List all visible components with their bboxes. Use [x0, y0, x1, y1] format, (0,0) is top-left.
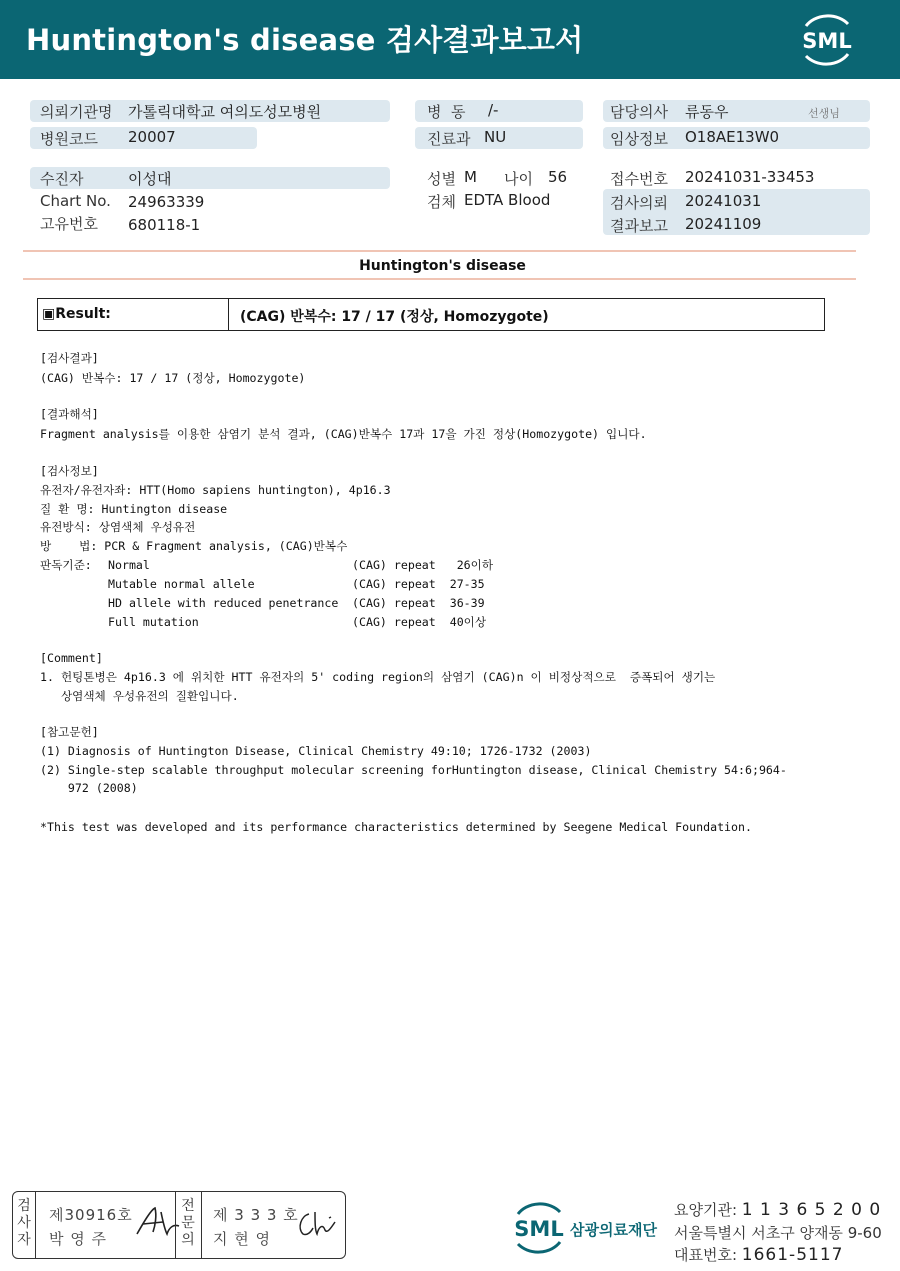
reference-2a: (2) Single-step scalable throughput molecular screening forHuntington disease, Clinical Chemistry 54:6;964-: [40, 763, 787, 777]
comment-line-1: 1. 헌팅톤병은 4p16.3 에 위치한 HTT 유전자의 5' coding region의 삼염기 (CAG)n 이 비정상적으로 증폭되어 생기는: [40, 670, 716, 684]
disclaimer: *This test was developed and its performance characteristics determined by Seegene Medical Foundation.: [40, 820, 752, 834]
footer-org-name: 삼광의료재단: [570, 1221, 657, 1239]
doctor-value: 류동우: [685, 103, 729, 121]
test-info-heading: [검사정보]: [40, 464, 99, 478]
hospital-code-value: 20007: [128, 128, 176, 146]
specimen-value: EDTA Blood: [464, 191, 551, 209]
report-date-label: 결과보고: [610, 217, 668, 235]
doctor-label: 담당의사: [610, 103, 668, 121]
dept-value: NU: [484, 128, 507, 146]
inheritance-line: 유전방식: 상염색체 우성유전: [40, 520, 196, 534]
footer-phone-label: 대표번호:: [674, 1246, 738, 1264]
disease-line: 질 환 명: Huntington disease: [40, 502, 228, 516]
footer-address: 서울특별시 서초구 양재동 9-60: [674, 1224, 882, 1242]
footer-sml-logo-icon: [510, 1200, 570, 1256]
reference-2b: 972 (2008): [40, 781, 138, 795]
request-value: 20241031: [685, 192, 762, 210]
criteria-name-reduced: HD allele with reduced penetrance: [108, 596, 339, 610]
footer-phone: [674, 1244, 843, 1265]
request-label: 검사의뢰: [610, 194, 668, 212]
gene-line: 유전자/유전자좌: HTT(Homo sapiens huntington), 4p16.3: [40, 483, 391, 497]
criteria-range-full: (CAG) repeat 40이상: [352, 615, 487, 629]
institution-label: 의뢰기관명: [40, 103, 113, 121]
sex-label: 성별: [427, 170, 456, 188]
chart-label: Chart No.: [40, 192, 111, 210]
criteria-label: 판독기준:: [40, 558, 92, 572]
criteria-range-mutable: (CAG) repeat 27-35: [352, 577, 485, 591]
specialist-name: 지 현 영: [213, 1230, 272, 1248]
patient-row: [30, 167, 390, 189]
signature-separator: [35, 1192, 36, 1258]
report-header: [0, 0, 900, 79]
specimen-label: 검체: [427, 193, 456, 211]
inspector-license: 제30916호: [49, 1206, 133, 1224]
section-title: Huntington's disease: [359, 258, 526, 274]
inspector-vertical-label: [15, 1198, 33, 1249]
footer-code-label: 요양기관:: [674, 1201, 738, 1219]
reference-1: (1) Diagnosis of Huntington Disease, Clinical Chemistry 49:10; 1726-1732 (2003): [40, 744, 592, 758]
inspector-label: 검사자: [17, 1198, 31, 1248]
id-value: 680118-1: [128, 216, 201, 234]
criteria-range-reduced: (CAG) repeat 36-39: [352, 596, 485, 610]
specialist-label: 전문의: [181, 1198, 195, 1248]
report-date-value: 20241109: [685, 215, 762, 233]
footer-code-value: 1 1 3 6 5 2 0 0: [741, 1200, 882, 1220]
specialist-license: 제 3 3 3 호: [213, 1206, 299, 1224]
clinical-label: 임상정보: [610, 130, 668, 148]
ward-value: /-: [488, 101, 499, 119]
criteria-name-mutable: Mutable normal allele: [108, 577, 255, 591]
signature-separator: [175, 1192, 176, 1258]
patient-label: 수진자: [40, 170, 84, 188]
sml-logo-icon: [796, 12, 858, 68]
criteria-name-full: Full mutation: [108, 615, 199, 629]
hospital-code-label: 병원코드: [40, 130, 98, 148]
sex-value: M: [464, 168, 477, 186]
dept-label: 진료과: [427, 130, 471, 148]
interpretation-heading: [결과해석]: [40, 407, 99, 421]
chart-value: 24963339: [128, 193, 205, 211]
ward-label: 병 동: [427, 103, 466, 121]
receipt-value: 20241031-33453: [685, 168, 815, 186]
signature-separator: [201, 1192, 202, 1258]
footer-code: [674, 1199, 881, 1220]
institution-value: 가톨릭대학교 여의도성모병원: [128, 103, 322, 121]
specialist-vertical-label: [179, 1198, 197, 1249]
report-title: Huntington's disease 검사결과보고서: [26, 23, 584, 57]
receipt-label: 접수번호: [610, 170, 668, 188]
inspector-name: 박 영 주: [49, 1230, 108, 1248]
id-label: 고유번호: [40, 215, 98, 233]
result-heading: [검사결과]: [40, 351, 99, 365]
age-label: 나이: [504, 170, 533, 188]
result-label: ▣Result:: [42, 306, 111, 322]
result-divider: [228, 299, 229, 330]
comment-heading: [Comment]: [40, 651, 103, 665]
specialist-signature-icon: [295, 1206, 339, 1242]
patient-value: 이성대: [128, 170, 172, 188]
comment-line-2: 상염색체 우성유전의 질환입니다.: [40, 689, 239, 703]
interpretation-line: Fragment analysis를 이용한 삼염기 분석 결과, (CAG)반복수 17과 17을 가진 정상(Homozygote) 입니다.: [40, 427, 647, 441]
result-box: [37, 298, 825, 331]
age-value: 56: [548, 168, 568, 186]
result-value: (CAG) 반복수: 17 / 17 (정상, Homozygote): [240, 309, 549, 325]
signature-box: [12, 1191, 346, 1259]
criteria-name-normal: Normal: [108, 558, 150, 572]
clinical-value: O18AE13W0: [685, 128, 780, 146]
footer-logo-text: SML: [514, 1217, 564, 1241]
section-rule-bottom: [23, 278, 856, 280]
section-rule-top: [23, 250, 856, 252]
sml-logo-text: SML: [802, 29, 852, 53]
footer-phone-value: 1661-5117: [741, 1245, 844, 1265]
doctor-suffix: 선생님: [808, 107, 840, 120]
method-line: 방 법: PCR & Fragment analysis, (CAG)반복수: [40, 539, 348, 553]
result-line: (CAG) 반복수: 17 / 17 (정상, Homozygote): [40, 371, 306, 385]
references-heading: [참고문헌]: [40, 725, 99, 739]
criteria-range-normal: (CAG) repeat 26이하: [352, 558, 494, 572]
